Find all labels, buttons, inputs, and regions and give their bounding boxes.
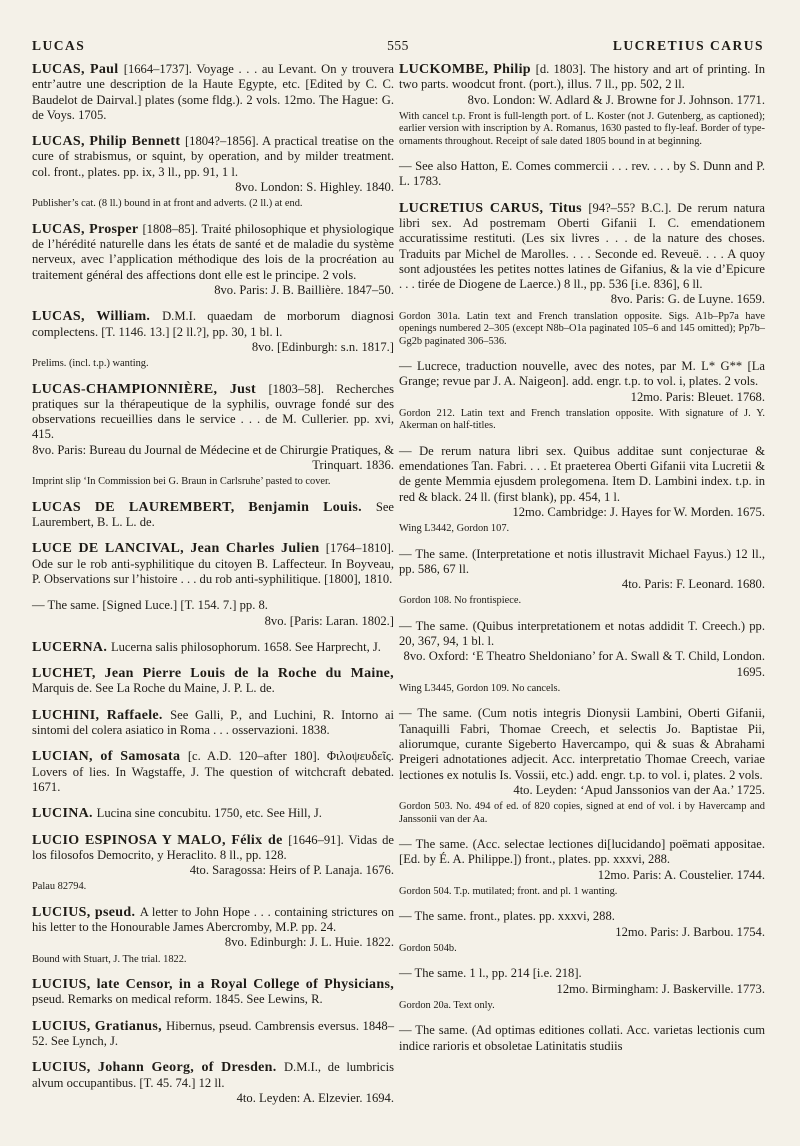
catalogue-entry — [32, 541, 394, 587]
entry-imprint: 8vo. London: S. Highley. 1840. — [235, 180, 394, 195]
entry-heading: LUCAS, Prosper — [32, 221, 143, 237]
entry-heading: LUCAS, William. — [32, 309, 163, 325]
entry-body: [1808–85]. Traité philosophique et physiologique de l’hérédité naturelle dans les états de santé et de maladie du système nerveux, avec l’application méthodique des lois de la procréation au traitement général des affections dont elle est le principe. 2 vols. — [32, 221, 394, 282]
catalogue-entry — [399, 619, 765, 696]
entry-heading: LUCERNA. — [32, 639, 111, 655]
entry-body: [1764–1810]. Ode sur le rob anti-syphilitique du citoyen B. Laffecteur. In Boyveau, P. Observations sur l’histoire . . . du rob anti-syphilitique. [1800], 1810. — [32, 541, 394, 586]
catalogue-entry — [32, 833, 394, 894]
entry-note: With cancel t.p. Front is full-length port. of L. Koster (not J. Gutenberg, as captioned); earlier version with inscription by A. Romanus, 1630 pasted to fly-leaf. Border of type-ornaments throughout. Receipt of sale dated 1805 bound in at beginning. — [399, 110, 765, 147]
entry-heading: LUCIUS, Johann Georg, of Dresden. — [32, 1060, 284, 1076]
entry-imprint: 12mo. Paris: A. Coustelier. 1744. — [597, 867, 765, 882]
entry-note: Wing L3442, Gordon 107. — [399, 523, 510, 535]
entry-imprint: 8vo. London: W. Adlard & J. Browne for J. Johnson. 1771. — [467, 92, 765, 107]
entry-heading: LUCAS, Paul — [32, 62, 124, 77]
entry-body: — The same. front., plates. pp. xxxvi, 288. — [399, 909, 615, 924]
entry-body: See Laurembert, B. L. L. de. — [32, 499, 394, 530]
entry-note: Gordon 503. No. 494 of ed. of 820 copies, signed at end of vol. i by Havercamp and Janssonii van der Aa. — [399, 801, 765, 825]
entry-body: — The same. (Ad optimas editiones collati. Acc. varietas lectionis cum indice rarioris et obsoletae Latinitatis studiis — [399, 1023, 765, 1053]
entry-body: — Lucrece, traduction nouvelle, avec des notes, par M. L* G** [La Grange; revue par J. A. Naigeon]. add. engr. t.p. to vol. i, plates. 2 vols. — [399, 359, 765, 389]
entry-imprint: 8vo. Edinburgh: J. L. Huie. 1822. — [224, 935, 394, 950]
entry-body: D.M.I., de lumbricis alvum occupantibus. [T. 45. 74.] 12 ll. — [32, 1060, 394, 1090]
entry-body: [94?–55? B.C.]. De rerum natura libri sex. Ad postremam Oberti Gifanii I. C. emendationem accuratissime restituti. (Les six livres . . . de la nature des choses. Traduits par Michel de Marolles. . . . Seconde ed. Reveuë. . . . A quoy sont adjoustées les petites nottes latines de Gifanius, & la vie d’Epicure . . . tirée de Diogene de Laerce.) 8 ll., pp. 536 [i.e. 836], 6 ll. — [399, 200, 765, 292]
entry-imprint: 4to. Saragossa: Heirs of P. Lanaja. 1676. — [189, 863, 394, 878]
entry-body: — De rerum natura libri sex. Quibus additae sunt conjecturae & emendationes Tan. Fabri. . . . Et praeterea Oberti Gifanii vita Lucretii & de gente Memmia ejusdem prolegomena. Item D. Lambini index. t.p. in red & black. 24 ll. (first blank), pp. 454, 1 l. — [399, 443, 765, 504]
entry-body: [1804?–1856]. A practical treatise on the cure of strabismus, or squint, by operation, and by milder treatment. col. front., plates. pp. ix, 3 ll., pp. 91, 1 l. — [32, 134, 394, 179]
entry-note: Gordon 504b. — [399, 942, 457, 954]
entry-heading: LUCIUS, pseud. — [32, 904, 140, 920]
entry-body: Hibernus, pseud. Cambrensis eversus. 1848–52. See Lynch, J. — [32, 1018, 395, 1048]
catalogue-entry — [399, 201, 765, 348]
entry-imprint: 8vo. [Paris: Laran. 1802.] — [264, 613, 394, 628]
catalogue-entry — [32, 382, 394, 489]
entry-imprint: 8vo. [Edinburgh: s.n. 1817.] — [251, 339, 394, 354]
header-right: LUCRETIUS CARUS — [612, 38, 764, 53]
catalogue-entry — [32, 666, 394, 697]
entry-imprint: 4to. Leyden: ‘Apud Janssonios van der Aa.’ 1725. — [513, 782, 765, 797]
entry-heading: LUCIUS, late Censor, in a Royal College of Physicians, — [32, 977, 394, 993]
entry-body: D.M.I. quaedam de morborum diagnosi complectens. [T. 1146. 13.] [2 ll.?], pp. 30, 1 bl. l. — [32, 309, 394, 339]
entry-note: Gordon 20a. Text only. — [399, 999, 495, 1011]
entry-body: — The same. (Interpretatione et notis illustravit Michael Fayus.) 12 ll., pp. 586, 67 ll. — [399, 546, 765, 576]
catalogue-entry — [32, 977, 394, 1008]
entry-note: Gordon 108. No frontispiece. — [399, 595, 522, 607]
entry-body: [d. 1803]. The history and art of printing. In two parts. woodcut front. (port.), illus. 7 ll., pp. 502, 2 ll. — [399, 62, 765, 92]
catalogue-entry — [32, 309, 394, 370]
entry-note: Prelims. (incl. t.p.) wanting. — [32, 358, 149, 370]
left-column — [32, 62, 394, 1117]
entry-note: Bound with Stuart, J. The trial. 1822. — [32, 953, 187, 965]
catalogue-entry — [399, 159, 765, 190]
entry-body: Lucerna salis philosophorum. 1658. See Harprecht, J. — [110, 639, 381, 654]
catalogue-entry — [32, 222, 394, 298]
catalogue-entry — [32, 500, 394, 531]
catalogue-entry — [399, 909, 765, 955]
catalogue-entry — [399, 359, 765, 433]
entry-body: — The same. [Signed Luce.] [T. 154. 7.] pp. 8. — [32, 598, 268, 613]
right-column — [399, 62, 765, 1065]
entry-body: [1646–91]. Vidas de los filosofos Democrito, y Heraclito. 8 ll., pp. 128. — [32, 832, 394, 862]
entry-body: — The same. (Cum notis integris Dionysii Lambini, Oberti Gifanii, Tanaquilli Fabri, Thomae Creech, et selectis Jo. Baptistae Pii, aliorumque, curante Sigeberto Havercampo, qui & suas & Abrahami Preigeri adnotationes adjecit. Acc. interpretatio Thomae Creech, variae lectiones ex notulis Is. Vossii, etc.) add. engr. t.p. to vol. i, plates. 2 vols. — [399, 706, 765, 782]
entry-heading: LUCIUS, Gratianus, — [32, 1018, 167, 1034]
entry-heading: LUCE DE LANCIVAL, Jean Charles Julien — [32, 541, 326, 557]
entry-imprint: 4to. Leyden: A. Elzevier. 1694. — [236, 1090, 394, 1105]
catalogue-entry — [32, 806, 394, 821]
entry-note: Gordon 504. T.p. mutilated; front. and pl. 1 wanting. — [399, 885, 618, 897]
catalogue-entry — [399, 706, 765, 826]
entry-body: — The same. (Acc. selectae lectiones di[lucidando] poëmati appositae. [Ed. by É. A. Philippe.]) front., plates. pp. xxxvi, 288. — [399, 837, 765, 867]
entry-imprint: 12mo. Birmingham: J. Baskerville. 1773. — [556, 981, 765, 996]
entry-body: [1664–1737]. Voyage . . . au Levant. On y trouvera entr’autre une description de la Haute Egypte, etc. [Edited by C. C. Baudelot de Dairval.] plates (some fldg.). 2 vols. 12mo. The Hague: G. de Voys. 1705. — [32, 62, 394, 122]
catalogue-entry — [32, 62, 394, 123]
entry-body: See Galli, P., and Luchini, R. Intorno ai sintomi del colera asiatico in Roma . . . osservazioni. 1838. — [32, 707, 394, 738]
catalogue-entry — [399, 1023, 765, 1054]
entry-imprint: 8vo. Paris: G. de Luyne. 1659. — [610, 292, 765, 307]
catalogue-entry — [32, 905, 394, 966]
entry-note: Palau 82794. — [32, 881, 87, 893]
catalogue-entry — [32, 749, 394, 795]
entry-heading: LUCHINI, Raffaele. — [32, 707, 171, 723]
entry-note: Gordon 301a. Latin text and French translation opposite. Sigs. A1b–Pp7a have openings numbered 2–305 (except N8b–O1a paginated 105–6 and 145 omitted); Pp7b–Gg2b paginated 306–536. — [399, 310, 765, 347]
entry-heading: LUCAS, Philip Bennett — [32, 134, 185, 150]
entry-imprint: 12mo. Cambridge: J. Hayes for W. Morden. 1675. — [512, 504, 765, 519]
catalogue-entry — [32, 134, 394, 211]
catalogue-entry — [399, 62, 765, 148]
entry-heading: LUCRETIUS CARUS, Titus — [399, 200, 589, 216]
catalogue-entry — [399, 966, 765, 1012]
entry-heading: LUCINA. — [32, 806, 97, 822]
catalogue-entry — [32, 1019, 394, 1050]
catalogue-entry — [399, 837, 765, 898]
running-header — [32, 38, 764, 60]
entry-body: Marquis de. See La Roche du Maine, J. P. L. de. — [32, 681, 275, 696]
catalogue-entry — [32, 598, 394, 629]
entry-body: — See also Hatton, E. Comes commercii . . . rev. . . . by S. Dunn and P. L. 1783. — [399, 159, 765, 189]
entry-body: — The same. (Quibus interpretationem et notas addidit T. Creech.) pp. 20, 367, 94, 1 bl. l. — [399, 618, 765, 649]
entry-note: Imprint slip ‘In Commission bei G. Braun in Carlsruhe’ pasted to cover. — [32, 476, 331, 488]
entry-imprint: 4to. Paris: F. Leonard. 1680. — [621, 577, 765, 592]
entry-heading: LUCAS-CHAMPIONNIÈRE, Just — [32, 381, 269, 397]
entry-body: A letter to John Hope . . . containing strictures on his letter to the Honourable James Abercromby, M.P. pp. 24. — [32, 904, 394, 935]
entry-heading: LUCAS DE LAUREMBERT, Benjamin Louis. — [32, 499, 376, 515]
entry-heading: LUCKOMBE, Philip — [399, 62, 536, 77]
header-left: LUCAS — [32, 38, 86, 53]
entry-imprint: 12mo. Paris: Bleuet. 1768. — [630, 389, 765, 404]
entry-body: Lucina sine concubitu. 1750, etc. See Hill, J. — [96, 806, 322, 821]
catalogue-entry — [399, 444, 765, 536]
catalogue-entry — [32, 1060, 394, 1106]
catalogue-entry — [32, 708, 394, 739]
entry-imprint: 8vo. Oxford: ‘E Theatro Sheldoniano’ for A. Swall & T. Child, London. 1695. — [403, 649, 765, 679]
entry-imprint: 8vo. Paris: J. B. Baillière. 1847–50. — [214, 282, 394, 297]
entry-imprint: 12mo. Paris: J. Barbou. 1754. — [615, 924, 765, 939]
entry-heading: LUCIO ESPINOSA Y MALO, Félix de — [32, 832, 289, 848]
entry-note: Publisher’s cat. (8 ll.) bound in at front and adverts. (2 ll.) at end. — [32, 198, 303, 210]
entry-body: — The same. 1 l., pp. 214 [i.e. 218]. — [399, 966, 582, 981]
catalogue-entry — [32, 640, 394, 655]
catalogue-entry — [399, 547, 765, 608]
entry-body: [1803–58]. Recherches pratiques sur la thérapeutique de la syphilis, ouvrage fondé sur des observations recueillies dans le service . . . de M. Cullerier. pp. xvi, 415. — [32, 381, 394, 442]
entry-imprint: 8vo. Paris: Bureau du Journal de Médecine et de Chirurgie Pratiques, & Trinquart. 1836. — [32, 442, 394, 473]
entry-body: pseud. Remarks on medical reform. 1845. See Lewins, R. — [32, 992, 323, 1007]
entry-body: [c. A.D. 120–after 180]. Φιλοψευδεῖς. Lovers of lies. In Wagstaffe, J. The question of witchcraft debated. 1671. — [32, 749, 394, 794]
entry-heading: LUCIAN, of Samosata — [32, 749, 188, 765]
entry-heading: LUCHET, Jean Pierre Louis de la Roche du Maine, — [32, 666, 394, 682]
entry-note: Wing L3445, Gordon 109. No cancels. — [399, 683, 561, 695]
entry-note: Gordon 212. Latin text and French translation opposite. With signature of J. Y. Akerman on half-titles. — [399, 407, 765, 432]
page-number: 555 — [387, 38, 409, 53]
